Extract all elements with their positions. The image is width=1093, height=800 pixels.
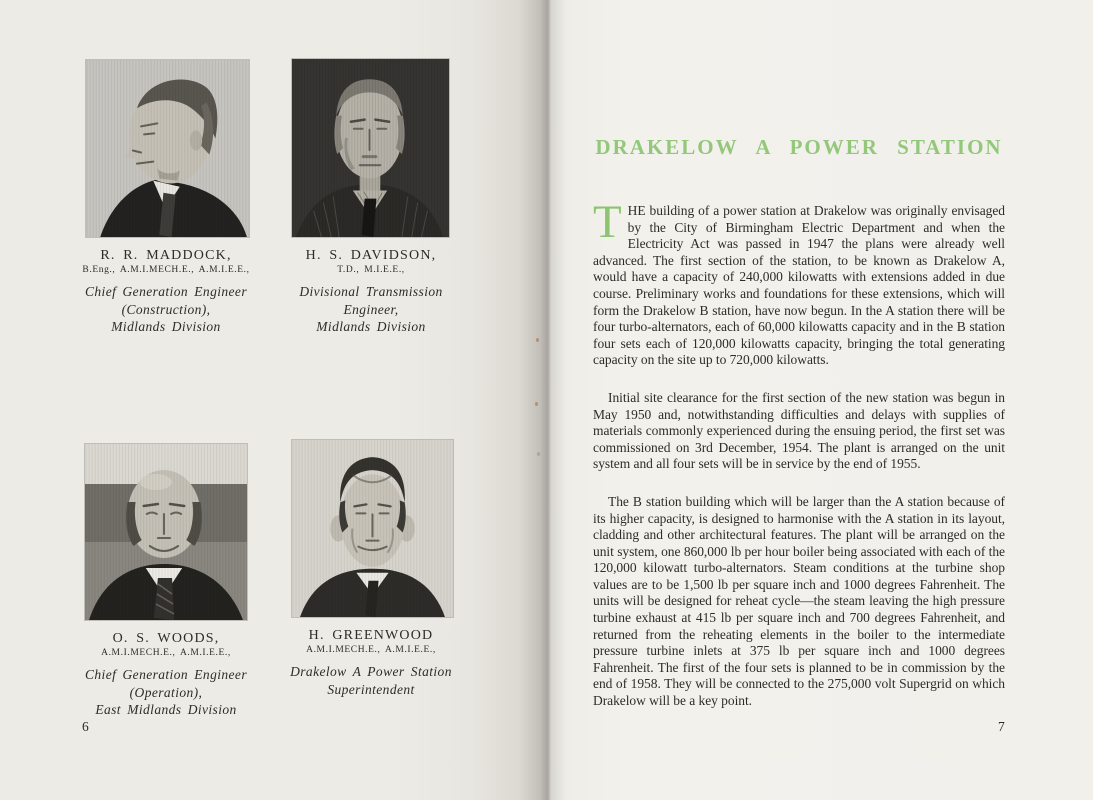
maddock-credentials: B.Eng., A.M.I.MECH.E., A.M.I.E.E., [82, 265, 250, 275]
page-number-left: 6 [82, 719, 89, 734]
maddock-role: Chief Generation Engineer (Construction), Midlands Division [85, 284, 247, 334]
paragraph-1 [593, 196, 1005, 369]
gutter-stitch-speck [537, 452, 540, 456]
greenwood-caption [258, 628, 484, 698]
woods-portrait-illustration [85, 444, 247, 620]
maddock-portrait-illustration [86, 60, 249, 237]
greenwood-credentials: A.M.I.MECH.E., A.M.I.E.E., [306, 645, 436, 655]
paragraph-2: Initial site clearance for the first section of the new station was begun in May 1950 and, notwithstanding difficulties and delays with supplies of materials commonly experienced during the ensuing period, the first set was commissioned on 3rd December, 1954. The plant is arranged on the unit system and all four sets will be in service by the end of 1955. [593, 389, 1005, 472]
davidson-portrait-photo [292, 59, 449, 237]
maddock-name: R. R. MADDOCK, [100, 248, 232, 263]
davidson-credentials: T.D., M.I.E.E., [337, 265, 405, 275]
woods-caption [48, 631, 284, 719]
greenwood-portrait-photo [292, 440, 453, 617]
davidson-role: Divisional Transmission Engineer, Midlands Division [299, 284, 443, 334]
greenwood-portrait-illustration [292, 440, 453, 617]
paragraph-3: The B station building which will be larger than the A station because of its higher capacity, is designed to harmonise with the A station in its layout, cladding and other architectural features. The plant will be arranged on the unit system, one 860,000 lb per hour boiler being associated with each of the 120,000 kilowatt turbo-alternators. Steam conditions at the turbine shop values are to be 1,500 lb per square inch and 1000 degrees Fahrenheit. The units will be designed for reheat cycle—the steam leaving the high pressure turbine exhaust at 415 lb per square inch and 700 degrees Fahrenheit, and returned from the reheating elements in the boiler to the intermediate pressure turbine inlets at 375 lb per square inch and 1000 degrees Fahrenheit. The first of the four sets is planned to be in commission by the end of 1958. They will be connected to the 275,000 volt Supergrid on which Drakelow will be a key point. [593, 493, 1005, 709]
woods-portrait-photo [85, 444, 247, 620]
greenwood-name: H. GREENWOOD [308, 628, 434, 643]
woods-credentials: A.M.I.MECH.E., A.M.I.E.E., [101, 648, 231, 658]
chapter-title: DRAKELOW A POWER STATION [595, 135, 1003, 160]
page-number-right: 7 [998, 719, 1005, 734]
davidson-caption [258, 248, 484, 336]
maddock-caption [48, 248, 284, 336]
paragraph-1-text: HE building of a power station at Drakelow was originally envisaged by the City of Birmingham Electric Department and when the Electricity Act was passed in 1947 the plans were already well advanced. The first section of the station, to be known as Drakelow A, would have a capacity of 240,000 kilowatts with extensions added in due course. Preliminary works and foundations for these extensions, which will form the Drakelow B station, have now begun. In the A station there will be four turbo-alternators, each of 60,000 kilowatts capacity and in the B station four sets each of 120,000 kilowatts capacity, bringing the total generating capacity on the site up to 720,000 kilowatts. [593, 203, 1005, 368]
chapter-body [593, 196, 1005, 731]
drop-cap: T [593, 196, 622, 248]
greenwood-role: Drakelow A Power Station Superintendent [290, 664, 452, 697]
woods-name: O. S. WOODS, [112, 631, 220, 646]
davidson-name: H. S. DAVIDSON, [305, 248, 437, 263]
woods-role: Chief Generation Engineer (Operation), East Midlands Division [85, 667, 247, 717]
gutter-stitch-speck [535, 402, 538, 406]
davidson-portrait-illustration [292, 59, 449, 237]
maddock-portrait-photo [86, 60, 249, 237]
gutter-stitch-speck [536, 338, 539, 342]
